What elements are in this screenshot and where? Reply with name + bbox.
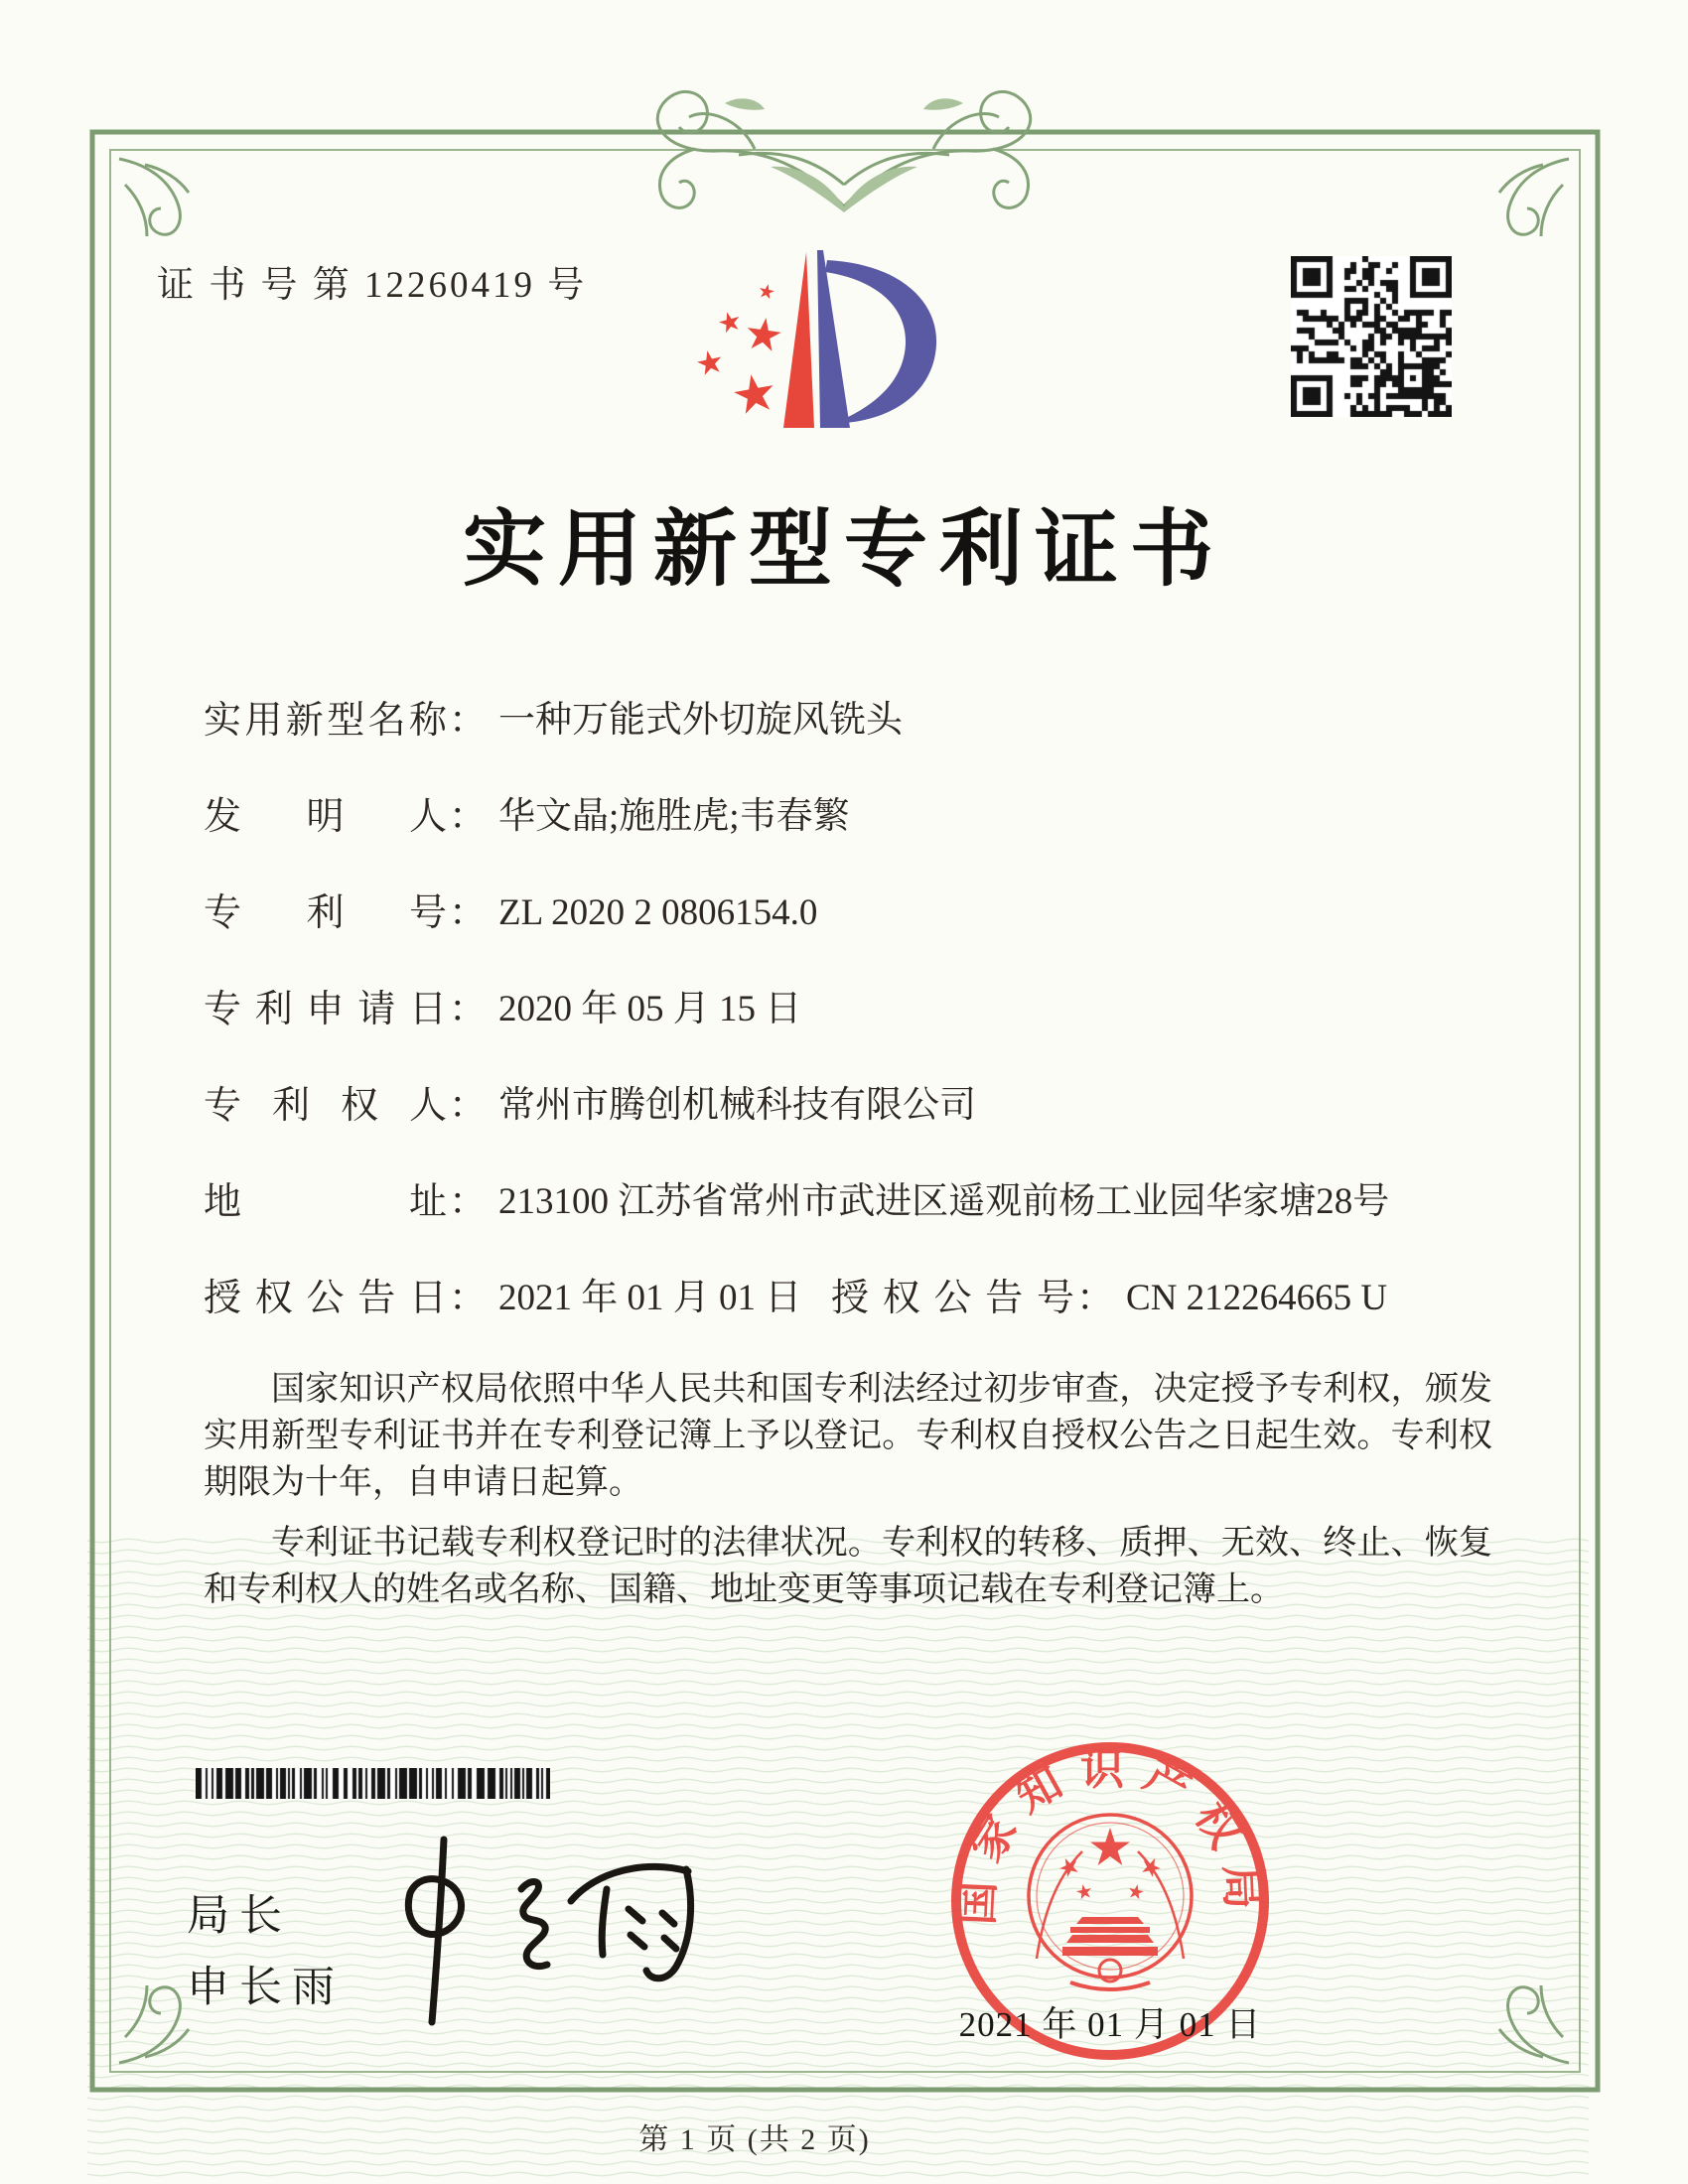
corner-flourish-bottom-left — [119, 1985, 189, 2063]
field-row-patent-number: 专利号 ： ZL 2020 2 0806154.0 — [204, 887, 1509, 984]
field-value: CN 212264665 U — [1126, 1278, 1388, 1318]
field-row-patentee: 专利权人 ： 常州市腾创机械科技有限公司 — [204, 1080, 1509, 1176]
officer-name: 申长雨 — [187, 1964, 345, 2011]
legal-paragraph-1: 国家知识产权局依照中华人民共和国专利法经过初步审查，决定授予专利权，颁发实用新型专利证书并在专利登记簿上予以登记。专利权自授权公告之日起生效。专利权期限为十年，自申请日起算。 — [204, 1371, 1492, 1501]
field-value: 2021 年 01 月 01 日 — [498, 1278, 802, 1318]
field-label: 地址 — [204, 1181, 447, 1223]
logo-blue-spike — [817, 250, 850, 428]
field-label: 专利权人 — [204, 1085, 447, 1127]
field-label: 专利号 — [204, 892, 447, 934]
field-row-inventors: 发明人 ： 华文晶;施胜虎;韦春繁 — [204, 791, 1509, 887]
officer-block — [187, 1880, 345, 2023]
field-row-filing-date: 专利申请日 ： 2020 年 05 月 15 日 — [204, 984, 1509, 1080]
certificate-number: 证 书 号 第 12260419 号 — [157, 265, 588, 306]
national-emblem — [1029, 1815, 1192, 1989]
field-value: 常州市腾创机械科技有限公司 — [498, 1085, 977, 1126]
field-row-address: 地址 ： 213100 江苏省常州市武进区遥观前杨工业园华家塘28号 — [204, 1176, 1509, 1273]
field-row-utility-model-name: 实用新型名称 ： 一种万能式外切旋风铣头 — [204, 695, 1509, 791]
cnipa-logo — [693, 248, 961, 442]
legal-paragraph-2: 专利证书记载专利权登记时的法律状况。专利权的转移、质押、无效、终止、恢复和专利权人的姓名或名称、国籍、地址变更等事项记载在专利登记簿上。 — [204, 1525, 1492, 1608]
top-flourish-ornament — [657, 91, 1030, 212]
page-number: 第 1 页 (共 2 页) — [638, 2123, 871, 2156]
field-label: 授权公告日 — [204, 1278, 447, 1319]
field-value: 2020 年 05 月 15 日 — [498, 989, 802, 1029]
field-value: ZL 2020 2 0806154.0 — [498, 892, 818, 933]
certificate-title: 实用新型专利证书 — [462, 504, 1225, 597]
logo-red-wedge — [783, 252, 814, 428]
field-value: 华文晶;施胜虎;韦春繁 — [498, 796, 850, 837]
legal-text — [204, 1366, 1492, 1627]
seal-text: 国家知识产权局 — [952, 1745, 1268, 1927]
officer-title: 局长 — [187, 1892, 292, 1940]
field-value: 213100 江苏省常州市武进区遥观前杨工业园华家塘28号 — [498, 1181, 1390, 1222]
certificate-fields — [204, 695, 1509, 1369]
officer-signature — [372, 1832, 710, 2030]
corner-flourish-top-left — [119, 159, 189, 236]
field-label: 授权公告号 — [831, 1278, 1075, 1319]
logo-stars — [695, 283, 782, 416]
qr-code — [1291, 256, 1452, 417]
field-label: 实用新型名称 — [204, 700, 447, 742]
barcode — [196, 1768, 550, 1799]
corner-flourish-bottom-right — [1499, 1985, 1569, 2063]
field-label: 发明人 — [204, 796, 447, 838]
corner-flourish-top-right — [1499, 159, 1569, 236]
field-value: 一种万能式外切旋风铣头 — [498, 700, 904, 741]
field-row-grant-date-and-number: 授权公告日 ： 2021 年 01 月 01 日 授权公告号 ： CN 212264665 U — [204, 1273, 1509, 1369]
seal-date: 2021 年 01 月 01 日 — [958, 2005, 1262, 2044]
field-label: 专利申请日 — [204, 989, 447, 1030]
